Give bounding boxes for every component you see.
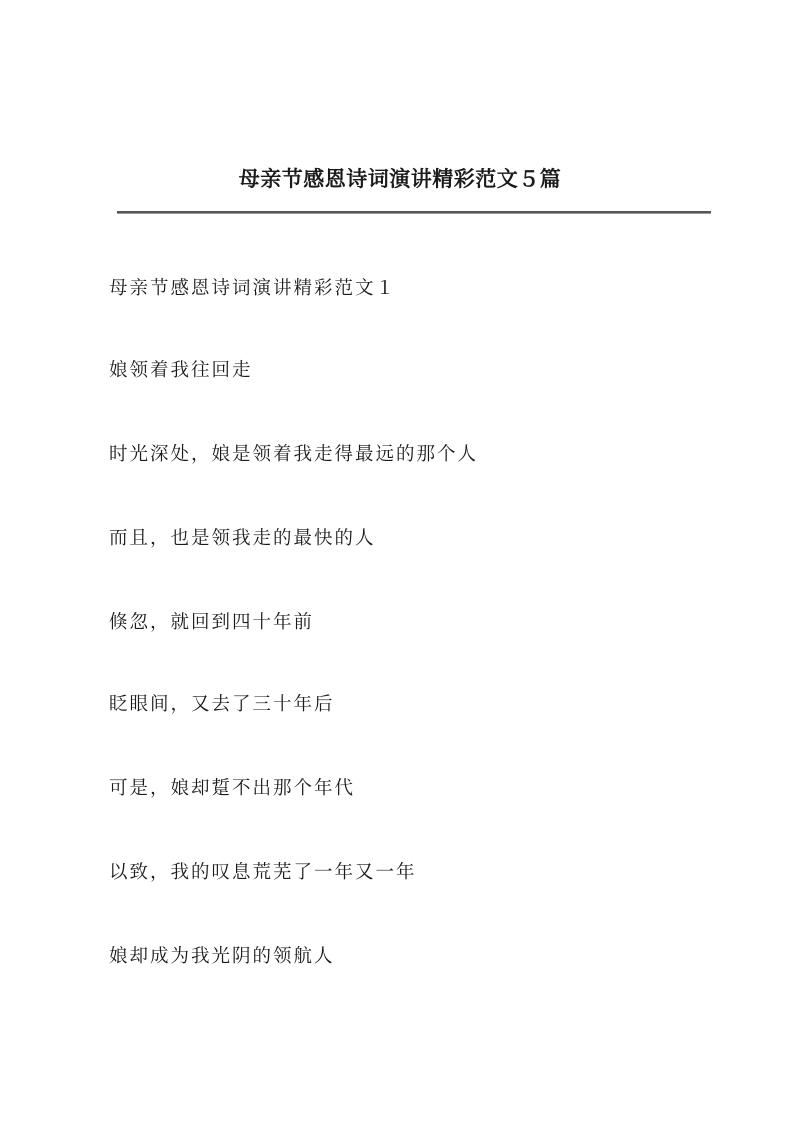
poem-line: 娘却成为我光阴的领航人 <box>109 946 335 967</box>
poem-line: 可是，娘却踅不出那个年代 <box>109 778 356 799</box>
poem-line: 以致，我的叹息荒芜了一年又一年 <box>109 862 417 883</box>
poem-line: 而且，也是领我走的最快的人 <box>109 528 376 549</box>
poem-line: 时光深处，娘是领着我走得最远的那个人 <box>109 444 479 465</box>
title-divider <box>117 211 711 214</box>
poem-line: 娘领着我往回走 <box>109 360 253 381</box>
poem-line: 倏忽，就回到四十年前 <box>109 612 315 633</box>
section-heading: 母亲节感恩诗词演讲精彩范文１ <box>109 278 397 299</box>
document-title: 母亲节感恩诗词演讲精彩范文５篇 <box>238 166 562 191</box>
poem-line: 眨眼间，又去了三十年后 <box>109 694 335 715</box>
